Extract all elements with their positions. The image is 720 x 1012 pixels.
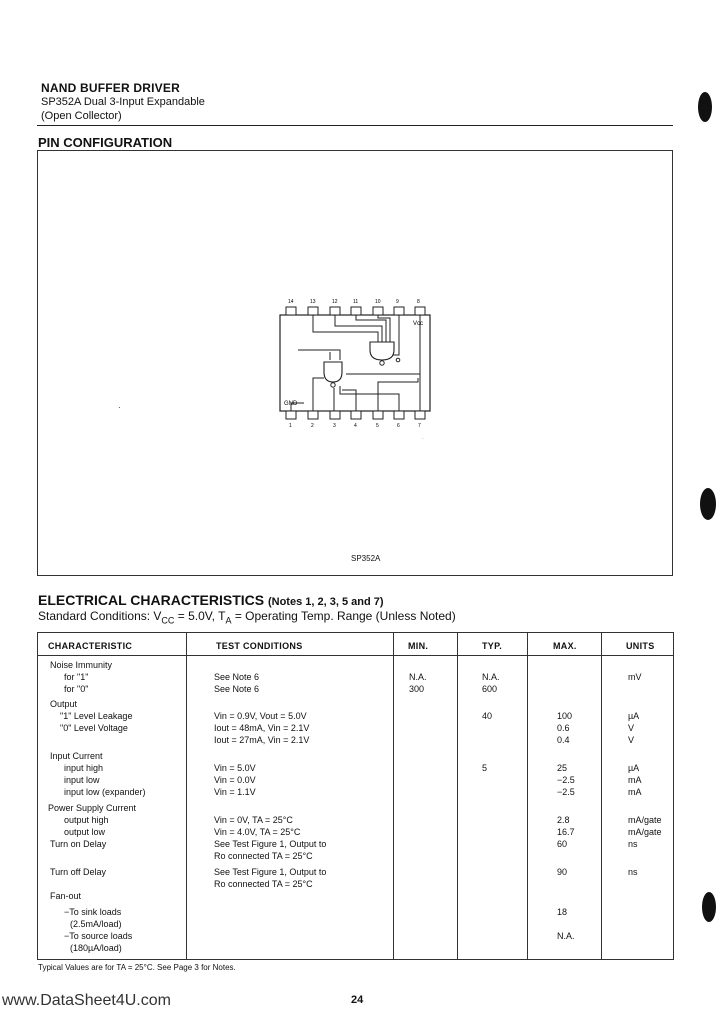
cell-units: µA [628,763,640,773]
top-pin-row [286,299,425,315]
electrical-notes: (Notes 1, 2, 3, 5 and 7) [267,596,384,608]
bottom-pin [308,411,318,419]
pin-config-caption: SP352A [351,554,381,563]
top-pin [373,307,383,315]
cell-cond: Iout = 27mA, Vin = 2.1V [214,735,310,745]
chip-package [280,315,430,411]
cell-cond: Vin = 0V, TA = 25°C [214,815,293,825]
cell-typ: 600 [482,684,498,694]
cell-characteristic: −To source loads [64,931,133,941]
cell-characteristic: input low [64,775,100,785]
std-prefix: Standard Conditions: V [38,609,162,623]
scan-artifact [700,488,716,520]
cell-max: 0.6 [557,723,570,733]
bottom-pin-label: 2 [311,423,314,429]
top-pin [286,307,296,315]
cell-cond: Vin = 0.9V, Vout = 5.0V [214,711,307,721]
top-pin-label: 12 [332,299,338,305]
cell-cond: Ro connected TA = 25°C [214,851,313,861]
bottom-pin [286,411,296,419]
std-mid: = 5.0V, T [174,609,226,623]
bottom-pin [351,411,361,419]
top-pin-label: 13 [310,299,316,305]
cell-typ: 5 [482,763,488,773]
cell-units: mA/gate [628,827,662,837]
scan-artifact [702,892,716,922]
cell-characteristic: "1" Level Leakage [60,711,133,721]
cell-characteristic: "0" Level Voltage [60,723,128,733]
cell-characteristic: Noise Immunity [50,660,113,670]
cell-max: 90 [557,867,568,877]
std-sub-cc: CC [161,615,175,626]
nand-gate-icon [324,362,342,382]
top-pin [330,307,340,315]
std-sub-a: A [225,615,232,626]
standard-conditions [38,609,456,625]
characteristics-table [37,632,674,960]
header-rule [37,125,673,126]
cell-max: 0.4 [557,735,570,745]
cell-cond: Ro connected TA = 25°C [214,879,313,889]
header-min: MIN. [408,641,429,651]
bottom-pin [373,411,383,419]
top-pin-label: 10 [375,299,381,305]
cell-max: 16.7 [557,827,575,837]
nand-gate-icon [370,342,394,360]
table-footnote: Typical Values are for TA = 25°C. See Page 3 for Notes. [38,963,236,972]
top-pin [351,307,361,315]
cell-cond: See Note 6 [214,684,260,694]
electrical-title [38,592,384,608]
top-pin-label: 14 [288,299,294,305]
cell-max: 18 [557,907,568,917]
cell-units: ns [628,839,638,849]
scan-mark: · [118,403,121,412]
header-test-conditions: TEST CONDITIONS [216,641,303,651]
cell-characteristic: Fan-out [50,891,82,901]
cell-units: mV [628,672,642,682]
vcc-label: Vcc [413,321,424,327]
cell-max: 60 [557,839,568,849]
bottom-pin [330,411,340,419]
bottom-pin-label: 1 [289,423,292,429]
electrical-title-text: ELECTRICAL CHARACTERISTICS [38,592,265,608]
cell-max: 25 [557,763,568,773]
cell-min: 300 [409,684,425,694]
cell-characteristic: input low (expander) [64,787,146,797]
bottom-pin-label: 3 [333,423,336,429]
header-characteristic: CHARACTERISTIC [48,641,133,651]
bottom-pin [394,411,404,419]
gate-bubble-icon [331,383,335,387]
gate-bubble-icon [380,361,384,365]
cell-cond: Vin = 5.0V [214,763,256,773]
cell-cond: See Note 6 [214,672,260,682]
cell-cond: Iout = 48mA, Vin = 2.1V [214,723,310,733]
pin-config-title: PIN CONFIGURATION [38,135,173,150]
std-suffix: = Operating Temp. Range (Unless Noted) [231,609,456,623]
bottom-pin [415,411,425,419]
cell-cond: Vin = 1.1V [214,787,256,797]
cell-cond: Vin = 0.0V [214,775,256,785]
page-number: 24 [351,994,364,1006]
top-pin [308,307,318,315]
svg-text:·: · [422,436,424,440]
top-pin-label: 11 [353,299,359,305]
cell-max: −2.5 [557,787,575,797]
header-units: UNITS [626,641,655,651]
bottom-pin-label: 5 [376,423,379,429]
cell-max: 100 [557,711,573,721]
cell-characteristic: Turn on Delay [50,839,107,849]
bottom-pin-label: 6 [397,423,400,429]
cell-max: N.A. [557,931,575,941]
top-pin-label: 8 [417,299,420,305]
cell-units: mA [628,787,642,797]
gnd-label: GND [284,401,298,407]
internal-wiring [291,315,420,411]
cell-characteristic: Input Current [50,751,103,761]
cell-units: mA/gate [628,815,662,825]
cell-characteristic: Turn off Delay [50,867,107,877]
scan-artifact [698,92,712,122]
cell-cond: See Test Figure 1, Output to [214,839,327,849]
cell-characteristic: output high [64,815,109,825]
cell-characteristic: for "1" [64,672,89,682]
cell-units: V [628,723,635,733]
document-subtitle-2: (Open Collector) [41,110,122,122]
cell-cond: Vin = 4.0V, TA = 25°C [214,827,301,837]
cell-characteristic: Power Supply Current [48,803,137,813]
cell-characteristic: for "0" [64,684,89,694]
bottom-pin-row [286,411,425,429]
cell-min: N.A. [409,672,427,682]
cell-max: −2.5 [557,775,575,785]
cell-units: µA [628,711,640,721]
top-pin [394,307,404,315]
cell-cond: See Test Figure 1, Output to [214,867,327,877]
top-pin [415,307,425,315]
cell-characteristic: output low [64,827,106,837]
cell-units: V [628,735,635,745]
cell-characteristic: −To sink loads [64,907,122,917]
document-subtitle: SP352A Dual 3-Input Expandable [41,96,205,108]
header-max: MAX. [553,641,577,651]
cell-characteristic: Output [50,699,78,709]
expander-node-icon [396,358,400,362]
cell-units: mA [628,775,642,785]
header-typ: TYP. [482,641,503,651]
bottom-pin-label: 4 [354,423,357,429]
cell-units: ns [628,867,638,877]
cell-max: 2.8 [557,815,570,825]
bottom-pin-label: 7 [418,423,421,429]
pin-diagram [270,290,440,440]
cell-characteristic: input high [64,763,104,773]
cell-characteristic: (180µA/load) [70,943,122,953]
top-pin-label: 9 [396,299,399,305]
document-title: NAND BUFFER DRIVER [41,81,180,95]
cell-typ: N.A. [482,672,500,682]
cell-characteristic: (2.5mA/load) [70,919,122,929]
watermark: www.DataSheet4U.com [2,992,171,1009]
cell-typ: 40 [482,711,493,721]
